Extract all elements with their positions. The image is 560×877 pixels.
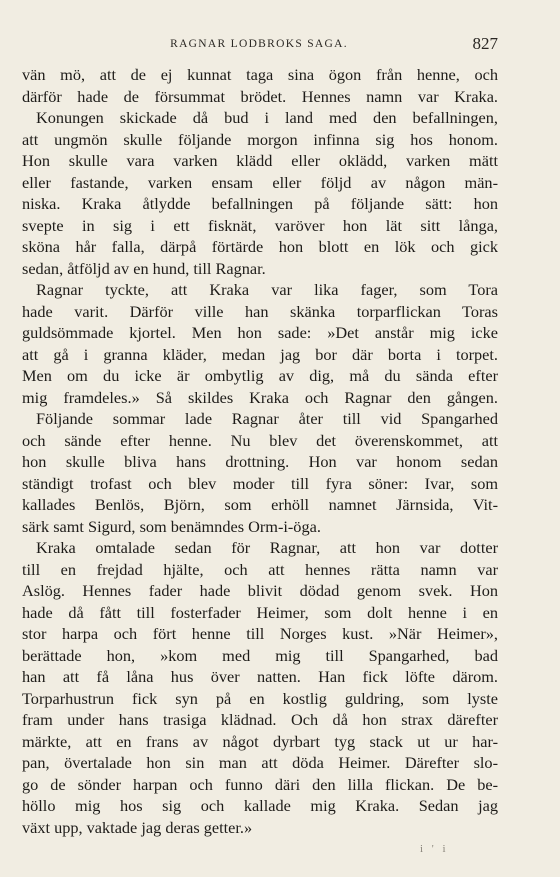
text-line: Men om du icke är ombytlig av dig, må du sända efter	[22, 366, 498, 385]
text-line: särk samt Sigurd, som benämndes Orm-i-öga.	[22, 516, 321, 536]
text-line: hon skulle bliva hans drottning. Hon var honom sedan	[22, 452, 498, 471]
text-line: och sände efter henne. Nu blev det överenskommet, att	[22, 430, 498, 450]
text-line: fram under hans trasiga klädnad. Och då hon strax därefter	[22, 710, 498, 729]
text-line: till en frejdad hjälte, och att hennes rätta namn var	[22, 559, 498, 579]
text-line: Följande sommar lade Ragnar åter till vid Spangarhed	[36, 409, 498, 428]
footer-marks: i ' i	[420, 843, 449, 855]
text-line: stor harpa och fört henne till Norges kust. »När Heimer»,	[22, 624, 498, 643]
text-line: Konungen skickade då bud i land med den befallningen,	[36, 108, 498, 127]
page-header	[20, 34, 498, 54]
text-line: Kraka omtalade sedan för Ragnar, att hon var dotter	[36, 538, 498, 557]
text-line: niska. Kraka åtlydde befallningen på följande sätt: hon	[22, 194, 498, 213]
text-line: Hon skulle vara varken klädd eller oklädd, varken mätt	[22, 151, 498, 170]
page-number: 827	[472, 34, 498, 53]
text-line: pan, övertalade hon sin man att döda Heimer. Därefter slo-	[22, 753, 498, 772]
text-line: hade då fått till fosterfader Heimer, som dolt henne i en	[22, 602, 498, 622]
text-line: att ungmön skulle följande morgon infinna sig hos honom.	[22, 129, 498, 149]
text-line: guldsömmade kjortel. Men hon sade: »Det anstår mig icke	[22, 323, 498, 342]
text-line: svepte in sig i ett fisknät, varöver hon lät sitt långa,	[22, 215, 498, 235]
text-line: hade varit. Därför ville han skänka torparflickan Toras	[22, 301, 498, 321]
running-title: RAGNAR LODBROKS SAGA.	[170, 38, 348, 50]
text-line: att gå i granna kläder, medan jag bor där borta i torpet.	[22, 344, 498, 364]
text-line: go de sönder harpan och funno däri den lilla flickan. De be-	[22, 774, 498, 794]
text-line: vän mö, att de ej kunnat taga sina ögon från henne, och	[22, 65, 498, 84]
text-line: ständigt trofast och blev moder till fyra söner: Ivar, som	[22, 473, 498, 493]
text-line: mig framdeles.» Så skildes Kraka och Ragnar den gången.	[22, 387, 498, 407]
text-line: växt upp, vaktade jag deras getter.»	[22, 817, 253, 837]
text-line: Aslög. Hennes fader hade blivit dödad genom svek. Hon	[22, 581, 498, 600]
text-line: kallades Benlös, Björn, som erhöll namnet Järnsida, Vit-	[22, 495, 498, 514]
text-line: eller fastande, varken ensam eller följd av någon män-	[22, 172, 498, 192]
text-line: sedan, åtföljd av en hund, till Ragnar.	[22, 258, 266, 278]
text-line: berättade hon, »kom med mig till Spangarhed, bad	[22, 645, 498, 665]
text-line: höllo mig hos sig och kallade mig Kraka. Sedan jag	[22, 796, 498, 815]
text-line: Ragnar tyckte, att Kraka var lika fager, som Tora	[36, 280, 498, 299]
page-body-text	[22, 64, 498, 838]
text-line: märkte, att en frans av något dyrbart tyg stack ut ur har-	[22, 731, 498, 751]
text-line: därför hade de försummat brödet. Hennes namn var Kraka.	[22, 86, 498, 106]
text-line: han att få låna hus över natten. Han fick löfte därom.	[22, 667, 498, 686]
text-line: sköna hår falla, därpå förtärde hon blott en lök och gick	[22, 237, 498, 256]
text-line: Torparhustrun fick syn på en kostlig guldring, som lyste	[22, 688, 498, 708]
